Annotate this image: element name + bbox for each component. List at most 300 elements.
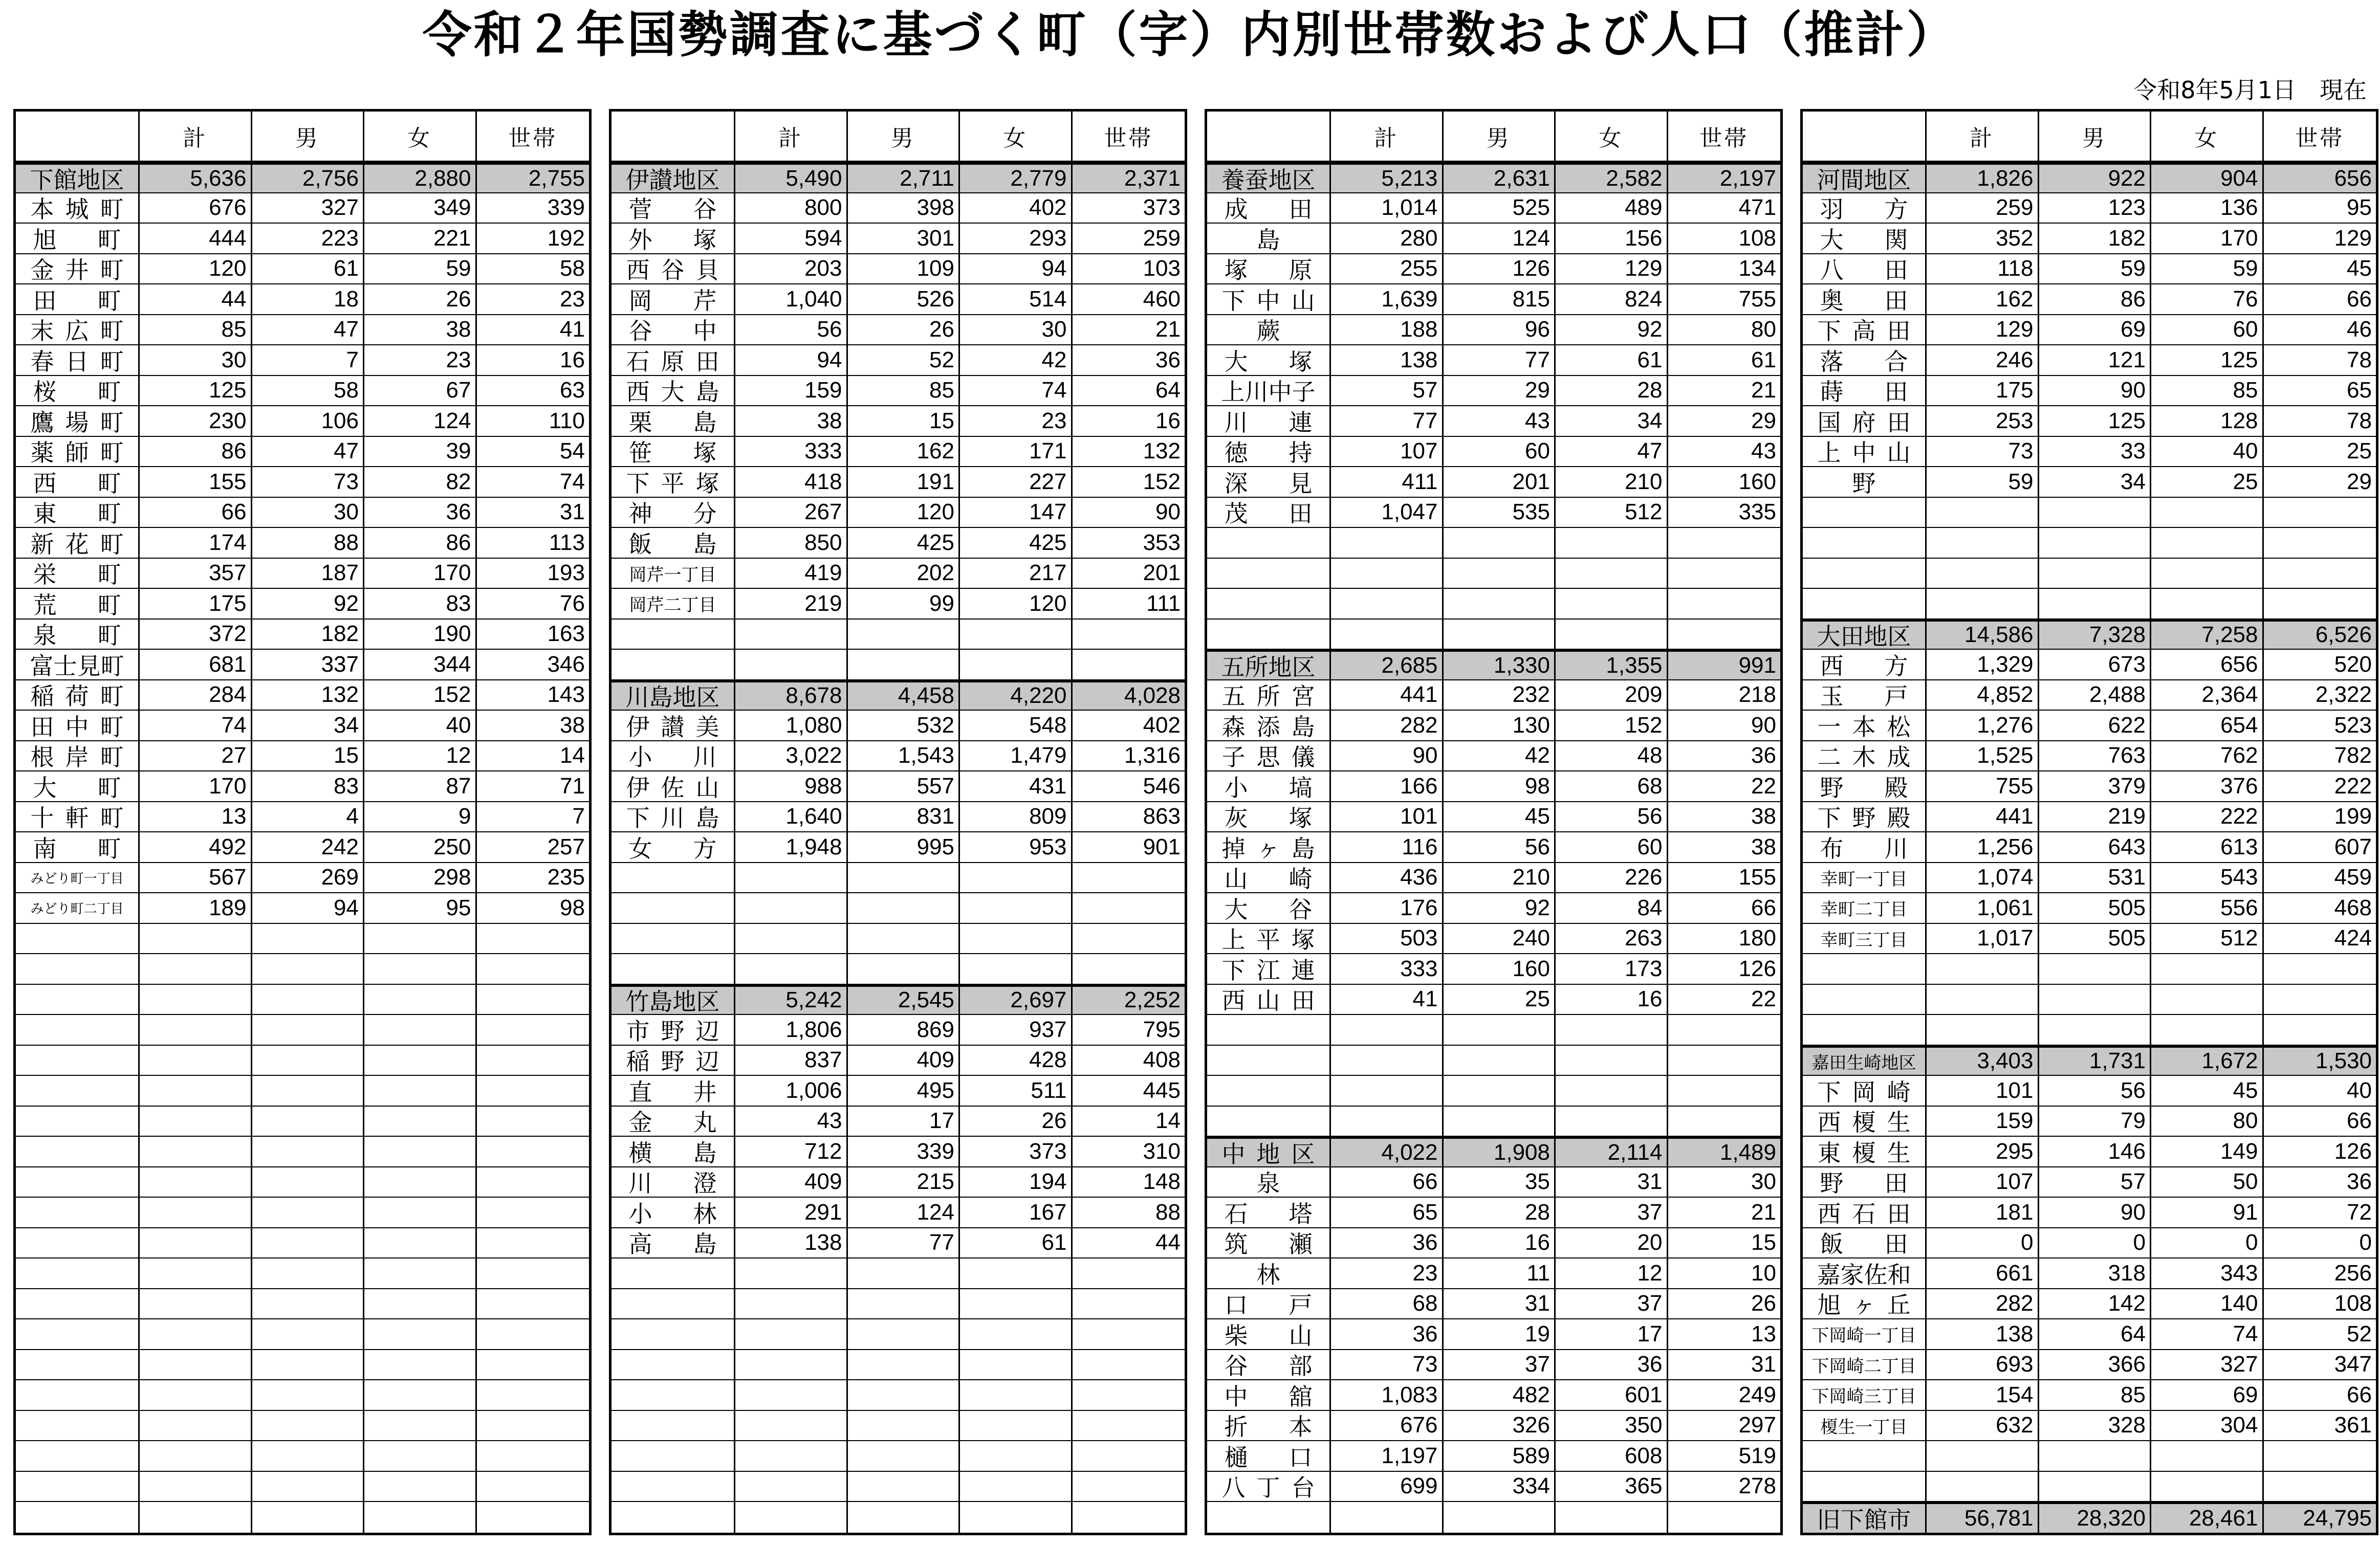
area-name-cell: 旧下館市 (1803, 1504, 1927, 1533)
area-name-cell (16, 1502, 140, 1533)
male-cell: 328 (2039, 1411, 2152, 1441)
households-cell: 6,526 (2315, 622, 2372, 648)
male-cell: 33 (2039, 437, 2152, 467)
female-cell (1556, 1046, 1668, 1075)
total-cell: 632 (1927, 1411, 2039, 1441)
total-cell: 1,525 (1927, 741, 2039, 771)
area-name-cell: 荒町 (16, 589, 140, 619)
female-cell: 23 (960, 406, 1073, 436)
total-cell (140, 1350, 252, 1380)
male-cell (848, 1319, 960, 1349)
area-name-cell: 旭町 (16, 224, 140, 253)
total-cell: 693 (1927, 1350, 2039, 1380)
female-cell (364, 1015, 477, 1045)
total-cell: 23 (1331, 1258, 1444, 1288)
male-cell (1444, 620, 1556, 649)
male-cell: 2,631 (1444, 165, 1556, 192)
area-name-cell: 旭ヶ丘 (1803, 1289, 1927, 1319)
total-cell: 57 (1331, 376, 1444, 406)
female-cell: 365 (1556, 1472, 1668, 1501)
male-cell (2039, 498, 2152, 527)
area-name-cell: 川澄 (612, 1167, 735, 1197)
area-name-cell (16, 1046, 140, 1075)
area-name-cell: 飯田 (1803, 1228, 1927, 1258)
total-cell: 5,636 (140, 165, 252, 192)
female-cell: 601 (1556, 1380, 1668, 1410)
male-cell: 79 (2039, 1107, 2152, 1136)
column-header: 計 (1331, 112, 1444, 161)
total-cell: 1,047 (1331, 498, 1444, 527)
female-cell: 170 (2151, 224, 2264, 253)
total-cell: 155 (140, 467, 252, 497)
female-cell: 608 (1556, 1441, 1668, 1471)
male-cell (252, 1289, 365, 1319)
total-cell (140, 1441, 252, 1471)
table-row (612, 650, 1185, 680)
male-cell (848, 1380, 960, 1410)
total-cell (735, 1319, 848, 1349)
male-cell: 83 (252, 771, 365, 801)
male-cell: 182 (252, 620, 365, 649)
households-cell: 21 (1155, 317, 1181, 342)
table-row (1207, 1502, 1780, 1533)
female-cell: 953 (960, 832, 1073, 862)
table-row (1803, 741, 2376, 772)
male-cell (252, 1350, 365, 1380)
female-cell (1556, 1107, 1668, 1136)
households-cell: 95 (2347, 195, 2372, 220)
households-cell: 347 (2334, 1352, 2372, 1377)
area-name-cell: 五所宮 (1207, 680, 1331, 710)
households-cell: 36 (2347, 1169, 2372, 1195)
area-name-cell: 林 (1207, 1258, 1331, 1288)
total-cell: 837 (735, 1046, 848, 1075)
households-cell (1073, 893, 1185, 923)
table-block-3 (1205, 109, 1783, 1535)
table-row (1803, 589, 2376, 620)
area-name-cell: 西方 (1803, 650, 1927, 679)
area-name-cell (16, 1198, 140, 1227)
male-cell: 47 (252, 437, 365, 467)
male-cell (252, 985, 365, 1014)
table-row (1207, 437, 1780, 468)
table-row (16, 345, 589, 376)
male-cell (252, 1076, 365, 1106)
male-cell (848, 1350, 960, 1380)
households-cell: 460 (1143, 286, 1181, 312)
table-row (1207, 771, 1780, 802)
female-cell (960, 1289, 1073, 1319)
female-cell: 40 (2151, 437, 2264, 467)
households-cell: 143 (547, 682, 585, 708)
households-cell (1073, 954, 1185, 984)
total-cell: 101 (1927, 1076, 2039, 1106)
area-name-cell: 西谷貝 (612, 254, 735, 284)
female-cell (1556, 589, 1668, 619)
area-name-cell: 一本松 (1803, 711, 1927, 740)
table-row (16, 680, 589, 711)
table-row (1803, 985, 2376, 1015)
male-cell: 56 (2039, 1076, 2152, 1106)
households-cell: 471 (1738, 195, 1776, 220)
male-cell: 673 (2039, 650, 2152, 679)
total-cell: 661 (1927, 1258, 2039, 1288)
area-name-cell: 上川中子 (1207, 376, 1331, 406)
male-cell: 269 (252, 863, 365, 893)
column-header: 世帯 (508, 125, 558, 151)
area-name-cell: 嘉家佐和 (1803, 1258, 1927, 1288)
female-cell: 26 (364, 284, 477, 314)
male-cell: 25 (1444, 985, 1556, 1014)
area-name-cell (612, 1350, 735, 1380)
area-name-cell (612, 924, 735, 954)
households-cell: 90 (1751, 712, 1776, 738)
male-cell: 31 (1444, 1289, 1556, 1319)
area-name-cell: 上中山 (1803, 437, 1927, 467)
total-cell: 90 (1331, 741, 1444, 771)
households-cell: 361 (2334, 1412, 2372, 1438)
table-row (1803, 193, 2376, 224)
male-cell: 130 (1444, 711, 1556, 740)
male-cell: 99 (848, 589, 960, 619)
area-name-cell (16, 1411, 140, 1441)
table-row (16, 1289, 589, 1320)
area-name-cell: 茂田 (1207, 498, 1331, 527)
female-cell: 2,582 (1556, 165, 1668, 192)
table-row (612, 1046, 1185, 1076)
female-cell: 376 (2151, 771, 2264, 801)
table-row (612, 771, 1185, 802)
total-cell: 246 (1927, 345, 2039, 375)
total-cell: 699 (1331, 1472, 1444, 1501)
table-row (612, 1350, 1185, 1381)
male-cell: 182 (2039, 224, 2152, 253)
female-cell: 28 (1556, 376, 1668, 406)
area-name-cell (1803, 954, 1927, 984)
table-row (612, 498, 1185, 528)
male-cell (252, 1380, 365, 1410)
total-cell: 1,806 (735, 1015, 848, 1045)
total-cell (1331, 589, 1444, 619)
female-cell: 425 (960, 528, 1073, 558)
area-name-cell: 東町 (16, 498, 140, 527)
households-cell: 218 (1738, 682, 1776, 708)
male-cell: 831 (848, 802, 960, 832)
male-cell: 69 (2039, 315, 2152, 345)
households-cell (2264, 1441, 2376, 1471)
female-cell: 2,779 (960, 165, 1073, 192)
total-cell (1927, 589, 2039, 619)
table-row (1207, 1411, 1780, 1442)
households-cell (477, 1228, 589, 1258)
area-name-cell (16, 1167, 140, 1197)
area-name-cell (16, 1107, 140, 1136)
table-row (1803, 559, 2376, 589)
area-name-cell (1207, 559, 1331, 588)
households-cell: 38 (1751, 834, 1776, 859)
total-cell (140, 924, 252, 954)
table-row (1207, 1228, 1780, 1259)
total-cell (140, 1198, 252, 1227)
table-row (612, 345, 1185, 376)
households-cell (477, 954, 589, 984)
table-header-row (16, 112, 589, 163)
area-name-cell: 金井町 (16, 254, 140, 284)
female-cell: 140 (2151, 1289, 2264, 1319)
households-cell: 88 (1155, 1199, 1181, 1225)
total-cell (140, 954, 252, 984)
households-cell: 132 (1143, 438, 1181, 464)
area-name-cell: 口戸 (1207, 1289, 1331, 1319)
households-cell (1073, 1380, 1185, 1410)
total-cell: 418 (735, 467, 848, 497)
total-cell: 441 (1927, 802, 2039, 832)
total-cell: 255 (1331, 254, 1444, 284)
female-cell: 129 (1556, 254, 1668, 284)
female-cell: 128 (2151, 406, 2264, 436)
area-name-cell: 灰塚 (1207, 802, 1331, 832)
table-row (612, 1472, 1185, 1503)
female-cell: 7,258 (2151, 622, 2264, 649)
male-cell: 191 (848, 467, 960, 497)
area-name-cell (16, 1076, 140, 1106)
table-row (612, 559, 1185, 589)
male-cell: 505 (2039, 893, 2152, 923)
area-name-cell: 野田 (1803, 1167, 1927, 1197)
total-cell (735, 1380, 848, 1410)
households-cell (1073, 1502, 1185, 1533)
table-row (1803, 437, 2376, 468)
male-cell (252, 1228, 365, 1258)
male-cell (1444, 1015, 1556, 1045)
male-cell: 28,320 (2039, 1504, 2152, 1533)
area-name-cell: 伊讃美 (612, 711, 735, 740)
male-cell (848, 954, 960, 984)
male-cell: 398 (848, 193, 960, 223)
total-cell (1331, 528, 1444, 558)
table-row (16, 1167, 589, 1198)
column-header: 男 (2039, 112, 2152, 161)
total-cell (140, 1380, 252, 1410)
households-cell: 353 (1143, 529, 1181, 555)
female-cell: 512 (2151, 924, 2264, 954)
female-cell: 514 (960, 284, 1073, 314)
area-name-cell: 石原田 (612, 345, 735, 375)
total-cell: 3,022 (735, 741, 848, 771)
households-cell: 61 (1751, 347, 1776, 372)
households-cell: 113 (549, 529, 585, 555)
total-cell: 5,490 (735, 165, 848, 192)
male-cell: 223 (252, 224, 365, 253)
area-name-cell: 野殿 (1803, 771, 1927, 801)
households-cell (1073, 1289, 1185, 1319)
female-cell (364, 1380, 477, 1410)
total-cell (735, 620, 848, 649)
households-cell: 90 (1155, 499, 1181, 525)
households-cell: 126 (2334, 1138, 2372, 1164)
area-name-cell: 幸町二丁目 (1803, 893, 1927, 923)
total-cell (140, 1228, 252, 1258)
area-name-cell: 八丁台 (1207, 1472, 1331, 1501)
female-cell: 937 (960, 1015, 1073, 1045)
male-cell: 106 (252, 406, 365, 436)
area-name-cell (16, 1350, 140, 1380)
district-total-row (612, 985, 1185, 1015)
households-cell: 40 (2347, 1077, 2372, 1103)
total-cell: 1,948 (735, 832, 848, 862)
male-cell: 505 (2039, 924, 2152, 954)
total-cell: 125 (140, 376, 252, 406)
table-row (1803, 1258, 2376, 1289)
male-cell: 94 (252, 893, 365, 923)
total-cell: 5,213 (1331, 165, 1444, 192)
female-cell (364, 1137, 477, 1166)
total-cell (735, 924, 848, 954)
male-cell (252, 1319, 365, 1349)
total-cell: 14,586 (1927, 622, 2039, 649)
table-row (1803, 315, 2376, 346)
table-row (612, 802, 1185, 833)
total-cell: 1,014 (1331, 193, 1444, 223)
area-name-cell (16, 1137, 140, 1166)
area-name-cell: 谷部 (1207, 1350, 1331, 1380)
table-row (16, 650, 589, 680)
male-cell: 425 (848, 528, 960, 558)
total-cell: 295 (1927, 1137, 2039, 1166)
table-row (1803, 1411, 2376, 1442)
table-row (1207, 680, 1780, 711)
female-cell: 221 (364, 224, 477, 253)
female-cell: 42 (960, 345, 1073, 375)
households-cell: 523 (2334, 712, 2372, 738)
header-blank-cell (1803, 112, 1927, 161)
table-row (612, 954, 1185, 985)
total-cell: 800 (735, 193, 848, 223)
total-cell: 66 (140, 498, 252, 527)
total-cell (140, 1411, 252, 1441)
area-name-cell: 野 (1803, 467, 1927, 497)
table-row (612, 1228, 1185, 1259)
total-cell: 1,329 (1927, 650, 2039, 679)
column-header: 世帯 (1699, 125, 1749, 151)
area-name-cell (16, 924, 140, 954)
female-cell: 67 (364, 376, 477, 406)
total-cell (140, 1472, 252, 1501)
male-cell: 18 (252, 284, 365, 314)
male-cell: 45 (1444, 802, 1556, 832)
table-row (1803, 1319, 2376, 1350)
households-cell: 108 (1738, 225, 1776, 251)
households-cell (477, 1472, 589, 1501)
female-cell: 36 (1556, 1350, 1668, 1380)
female-cell (364, 1167, 477, 1197)
table-row (1207, 254, 1780, 285)
female-cell (364, 1319, 477, 1349)
households-cell: 25 (2347, 438, 2372, 464)
area-name-cell: 鷹場町 (16, 406, 140, 436)
households-cell: 66 (2347, 286, 2372, 312)
female-cell: 120 (960, 589, 1073, 619)
area-name-cell: 幸町一丁目 (1803, 863, 1927, 893)
table-row (16, 1137, 589, 1167)
male-cell: 337 (252, 650, 365, 679)
female-cell: 68 (1556, 771, 1668, 801)
male-cell (2039, 1441, 2152, 1471)
households-cell: 519 (1738, 1443, 1776, 1468)
female-cell (364, 1258, 477, 1288)
female-cell: 344 (364, 650, 477, 679)
female-cell: 656 (2151, 650, 2264, 679)
total-cell: 1,017 (1927, 924, 2039, 954)
area-name-cell: 高島 (612, 1228, 735, 1258)
total-cell: 352 (1927, 224, 2039, 253)
table-row (612, 1167, 1185, 1198)
female-cell: 0 (2151, 1228, 2264, 1258)
households-cell: 335 (1738, 499, 1776, 525)
area-name-cell (1207, 1046, 1331, 1075)
male-cell: 11 (1444, 1258, 1556, 1288)
area-name-cell: 田町 (16, 284, 140, 314)
table-row (1803, 711, 2376, 741)
total-cell: 44 (140, 284, 252, 314)
area-name-cell: 成田 (1207, 193, 1331, 223)
households-cell (477, 1411, 589, 1441)
total-cell: 86 (140, 437, 252, 467)
male-cell: 643 (2039, 832, 2152, 862)
total-cell: 107 (1331, 437, 1444, 467)
total-cell: 181 (1927, 1198, 2039, 1227)
area-name-cell (612, 1441, 735, 1471)
households-cell: 249 (1738, 1382, 1776, 1407)
households-cell (477, 1350, 589, 1380)
male-cell: 124 (1444, 224, 1556, 253)
total-cell (1331, 559, 1444, 588)
area-name-cell: 小塙 (1207, 771, 1331, 801)
table-row (1207, 924, 1780, 955)
households-cell (1073, 1441, 1185, 1471)
male-cell: 763 (2039, 741, 2152, 771)
female-cell: 82 (364, 467, 477, 497)
table-row (16, 254, 589, 285)
female-cell (960, 1441, 1073, 1471)
area-name-cell: 岡芹二丁目 (612, 589, 735, 619)
area-name-cell (612, 1472, 735, 1501)
households-cell (1668, 1046, 1781, 1075)
area-name-cell: 田中町 (16, 711, 140, 740)
area-name-cell (1803, 985, 1927, 1014)
area-name-cell: 河間地区 (1803, 165, 1927, 192)
male-cell: 0 (2039, 1228, 2152, 1258)
area-name-cell: 岡芹一丁目 (612, 559, 735, 588)
total-cell: 1,061 (1927, 893, 2039, 923)
male-cell (252, 1046, 365, 1075)
area-name-cell: 石塔 (1207, 1198, 1331, 1227)
households-cell: 2,252 (1124, 987, 1181, 1013)
households-cell: 257 (547, 834, 585, 859)
table-row (16, 589, 589, 620)
table-row (1207, 1046, 1780, 1076)
area-name-cell: 伊讃地区 (612, 165, 735, 192)
female-cell: 20 (1556, 1228, 1668, 1258)
households-cell: 424 (2334, 925, 2372, 951)
area-name-cell (612, 1289, 735, 1319)
male-cell (848, 620, 960, 649)
total-cell (735, 1350, 848, 1380)
total-cell (1331, 1107, 1444, 1136)
male-cell (848, 893, 960, 923)
male-cell: 495 (848, 1076, 960, 1106)
table-row (16, 1441, 589, 1472)
